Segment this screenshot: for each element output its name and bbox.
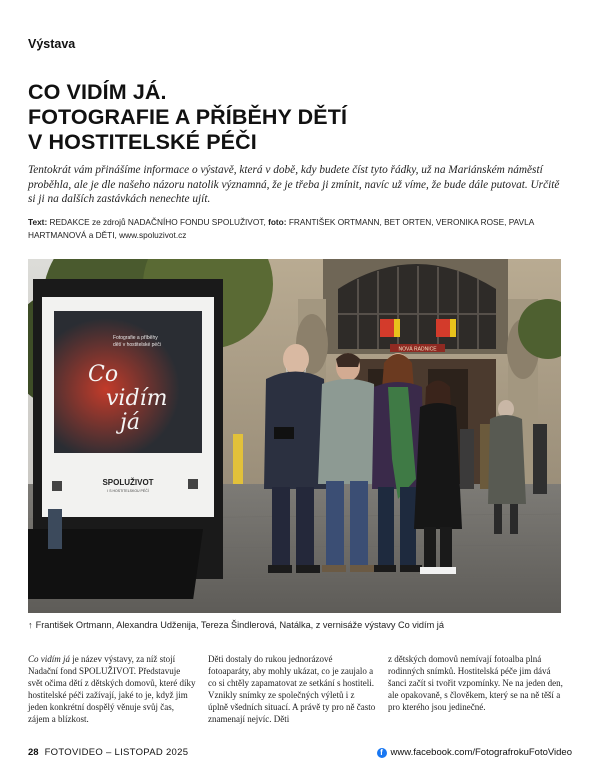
poster-logo: SPOLUŽIVOT <box>102 478 154 487</box>
headline-line-1: CO VIDÍM JÁ. <box>28 80 167 104</box>
page-number: 28 <box>28 747 39 758</box>
poster-title-1: Co <box>88 362 119 387</box>
poster-small-text-2: dětí v hostitelské péči <box>113 342 161 348</box>
credits-text-value: REDAKCE ze zdrojů NADAČNÍHO FONDU SPOLUŽIVOT, <box>49 217 266 227</box>
body-column-3: z dětských domovů nemívají fotoalba plná rodinných snímků. Hostitelská péče jim dává šanci začít si tvořit vzpomínky. Ne na jeden den, ale opakovaně, s člověkem, který se na ně těší a pro kterého jsou jedinečné. <box>388 654 563 713</box>
credits-text-label: Text: <box>28 217 48 227</box>
poster-title-3: já <box>120 410 140 435</box>
headline-line-3: V HOSTITELSKÉ PÉČI <box>28 130 257 154</box>
caption-text: František Ortmann, Alexandra Udženija, Tereza Šindlerová, Natálka, z vernisáže výstavy Co vidím já <box>35 620 444 630</box>
photo-caption <box>28 620 568 630</box>
building-sign: NOVÁ RADNICE <box>398 346 437 353</box>
body-column-1 <box>28 653 196 726</box>
photo-scene <box>28 259 561 613</box>
poster-small-text-1: Fotografie a příběhy <box>113 335 158 341</box>
body-column-2: Děti dostaly do rukou jednorázové fotoaparáty, aby mohly ukázat, co je zaujalo a co si chtěly zapamatovat ze setkání s hostiteli. Vznikly snímky ze společných výletů i z úplně všedních situací. A právě ty pro ně často znamenají nejvíc. Děti <box>208 654 376 725</box>
poster-logo-sub: I S HOSTITELSKOU PÉČÍ <box>107 489 149 493</box>
caption-arrow-icon: ↑ <box>28 620 33 630</box>
section-label: Výstava <box>28 37 76 51</box>
magazine-name: FOTOVIDEO – LISTOPAD 2025 <box>44 747 189 758</box>
credits <box>28 216 573 241</box>
credits-foto-label: foto: <box>268 217 287 227</box>
poster-title-2: vidím <box>106 386 168 411</box>
main-photo <box>28 259 561 613</box>
body-column-1-text: je název výstavy, za níž stojí Nadační fond SPOLUŽIVOT. Představuje svět očima dětí z dětských domovů, které díky hostitelské péči zažívají, jaké to je, když jim jeden konkrétní dospělý věnuje svůj čas, zájem a blízkost. <box>28 654 196 725</box>
footer-left <box>28 747 188 758</box>
headline-line-2: FOTOGRAFIE A PŘÍBĚHY DĚTÍ <box>28 105 348 129</box>
lead-paragraph: Tentokrát vám přinášíme informace o výstavě, která v době, kdy budete číst tyto řádky, už na Mariánském náměstí proběhla, ale je dle našeho názoru natolik významná, že je třeba ji zmínit, navíc už víme, že bude dále putovat. Určitě si ji na dalších zastávkách nenechte ujít. <box>28 164 560 206</box>
credits-foto-value: FRANTIŠEK ORTMANN, BET ORTEN, VERONIKA ROSE, PAVLA HARTMANOVÁ a DĚTI, www.spoluzivot.cz <box>28 217 534 240</box>
footer-right <box>377 747 572 758</box>
facebook-icon: f <box>377 748 387 758</box>
person-1-head <box>283 344 309 374</box>
facebook-url[interactable]: www.facebook.com/FotografrokuFotoVideo <box>390 747 572 758</box>
headline <box>28 80 568 155</box>
body-column-1-italic: Co vidím já <box>28 654 70 664</box>
